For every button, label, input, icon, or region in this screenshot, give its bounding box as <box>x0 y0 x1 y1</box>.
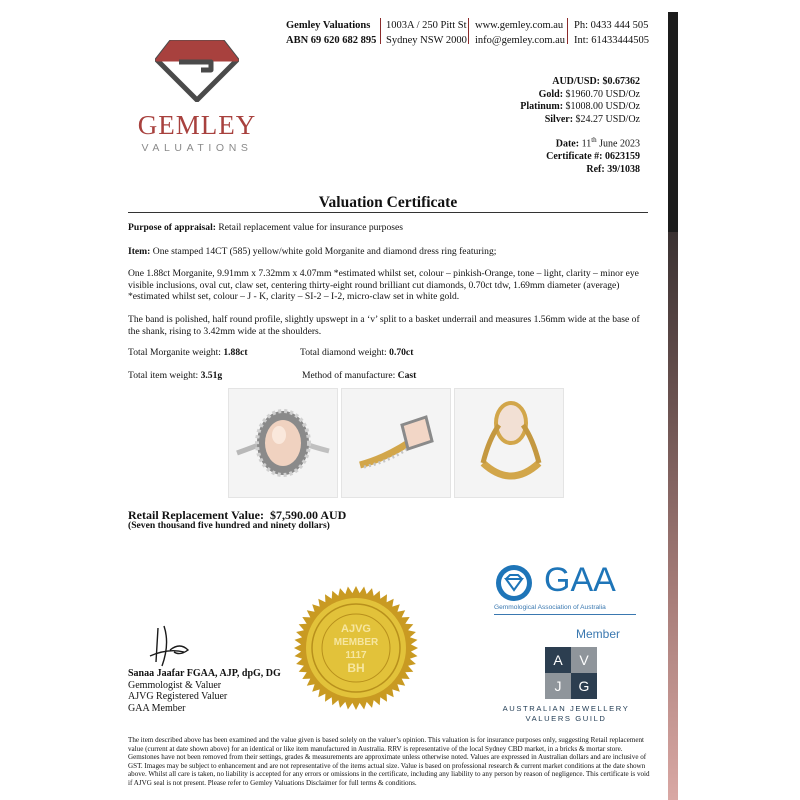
ajvg-name-line-2: VALUERS GUILD <box>525 714 607 723</box>
page-title: Valuation Certificate <box>318 194 458 211</box>
morganite-weight-label: Total Morganite weight: <box>128 347 221 358</box>
gaa-divider <box>494 614 636 615</box>
gaa-wordmark: GAA <box>544 561 616 599</box>
header-divider <box>567 18 568 44</box>
ring-side-view <box>341 388 451 498</box>
retail-value-amount: $7,590.00 AUD <box>269 508 347 522</box>
diamond-weight-value: 0.70ct <box>389 347 414 358</box>
email-link[interactable]: info@gemley.com.au <box>475 35 566 46</box>
seal-text-2: MEMBER <box>333 637 379 648</box>
diamond-weight-label: Total diamond weight: <box>300 347 387 358</box>
ajvg-letter-g: G <box>578 678 590 694</box>
diamond-g-icon <box>155 40 239 102</box>
ajvg-letter-a: A <box>553 652 563 668</box>
logo-subtitle: VALUATIONS <box>141 142 253 154</box>
ajvg-gold-seal <box>292 584 420 712</box>
signer-role-1: Gemmologist & Valuer <box>128 679 222 691</box>
purpose-line <box>128 222 650 234</box>
silver-label: Silver: <box>544 113 574 125</box>
title-divider <box>128 212 648 213</box>
stone-description: One 1.88ct Morganite, 9.91mm x 7.32mm x 4.07mm *estimated whilst set, colour – pinkish-Orange, tone – light, clarity – minor eye visible inclusions, oval cut, claw set, centering thirty-eight round brilliant cut diamonds, 0.70ct tdw, 1.69mm diameter (average) *estimated whilst set, colour – J - K, clarity – SI-2 – I-2, micro-claw set in white gold. <box>128 268 639 303</box>
diamond-weight <box>300 347 413 359</box>
header-divider <box>380 18 381 44</box>
ajvg-logo-icon <box>545 647 597 699</box>
disclaimer-text: The item described above has been examined and the value given is based solely on the valuer’s opinion. This valuation is for insurance purposes only, suggesting Retail replacement value (current at date shown above) for an identical or like item manufactured in Australia. RRV is representative of the local Sydney CBD market, in a bricks & mortar store. Gemstones have not been removed from their settings, grades & measurements are approximate unless otherwise noted. Values are expressed in Australian dollars and are inclusive of GST. Images may be subject to enhancement and are not representative of the items actual size. Value is based on professional research & current market conditions at the date shown above. Whilst all care is taken, no liability is accepted for any errors or omissions in the certificate, including any liability to any person by reason of negligence. This certificate is void if AJVG seal is not present. Please refer to Gemley Valuations Disclaimer for full terms & conditions. <box>128 736 650 787</box>
gold-label: Gold: <box>538 88 564 100</box>
purpose-label: Purpose of appraisal: <box>128 222 216 233</box>
gaa-globe-icon <box>494 564 538 602</box>
retail-value-label: Retail Replacement Value: <box>128 508 264 522</box>
ring-top-view <box>228 388 338 498</box>
ref-value: 39/1038 <box>607 163 640 175</box>
item-weight-label: Total item weight: <box>128 370 199 381</box>
metal-rates-block <box>520 76 640 126</box>
date-day: 11 <box>581 138 592 150</box>
aud-usd-value: $0.67362 <box>602 76 640 87</box>
ring-underside-view <box>454 388 564 498</box>
address-line-1: 1003A / 250 Pitt St <box>386 20 467 31</box>
platinum-label: Platinum: <box>520 101 564 113</box>
ajvg-letter-v: V <box>579 652 589 668</box>
manufacture-method-value: Cast <box>397 370 417 381</box>
aud-usd-label: AUD/USD: <box>552 76 600 87</box>
item-text: One stamped 14CT (585) yellow/white gold Morganite and diamond dress ring featuring; <box>152 246 497 257</box>
signer-block <box>128 668 281 714</box>
gaa-full-name: Gemmological Association of Australia <box>494 604 606 611</box>
certificate-details-block <box>546 134 640 176</box>
header-phone-block <box>574 18 649 48</box>
side-bar-gradient <box>668 232 678 800</box>
ajvg-letter-j: J <box>554 678 562 694</box>
signature-image <box>140 622 200 670</box>
ref-label: Ref: <box>586 163 605 175</box>
header-web-block <box>475 18 565 48</box>
signer-role-2: AJVG Registered Valuer <box>128 691 228 703</box>
morganite-weight-value: 1.88ct <box>223 347 248 358</box>
company-abn: ABN 69 620 682 895 <box>286 35 377 46</box>
date-rest: June 2023 <box>599 138 640 150</box>
logo-wordmark: GEMLEY <box>137 110 257 140</box>
date-label: Date: <box>555 138 580 150</box>
item-weight <box>128 370 222 382</box>
purpose-text: Retail replacement value for insurance purposes <box>218 222 403 233</box>
header-company-block <box>286 18 376 48</box>
seal-text-4: BH <box>347 661 365 675</box>
header-divider <box>468 18 469 44</box>
retail-value-words: (Seven thousand five hundred and ninety dollars) <box>128 520 330 531</box>
website-link[interactable]: www.gemley.com.au <box>475 20 564 31</box>
platinum-value: $1008.00 USD/Oz <box>565 101 640 113</box>
ajvg-name-line-1: AUSTRALIAN JEWELLERY <box>502 704 630 713</box>
seal-text-1: AJVG <box>341 623 371 635</box>
phone-number: Ph: 0433 444 505 <box>574 20 649 31</box>
certificate-number-value: 0623159 <box>605 150 640 162</box>
company-name: Gemley Valuations <box>286 20 371 31</box>
morganite-weight <box>128 347 248 359</box>
manufacture-method-label: Method of manufacture: <box>302 370 396 381</box>
certificate-number-label: Certificate #: <box>546 150 603 162</box>
silver-value: $24.27 USD/Oz <box>575 113 640 125</box>
item-weight-value: 3.51g <box>200 370 223 381</box>
gaa-member-label: Member <box>576 627 621 641</box>
header-address-block <box>386 18 467 48</box>
band-description: The band is polished, half round profile, slightly upswept in a ‘v’ split to a basket underrail and measures 1.56mm wide at the base of the shank, rising to 3.42mm wide at the shoulders. <box>128 314 640 337</box>
intl-phone-number: Int: 61433444505 <box>574 35 649 46</box>
address-line-2: Sydney NSW 2000 <box>386 35 467 46</box>
gold-value: $1960.70 USD/Oz <box>565 88 640 100</box>
manufacture-method <box>302 370 416 382</box>
item-line <box>128 246 650 258</box>
signer-role-3: GAA Member <box>128 702 186 714</box>
seal-text-3: 1117 <box>345 650 367 661</box>
item-label: Item: <box>128 246 151 257</box>
date-suffix: th <box>591 136 597 144</box>
signer-name: Sanaa Jaafar FGAA, AJP, dpG, DG <box>128 668 281 679</box>
side-bar-dark <box>668 12 678 234</box>
